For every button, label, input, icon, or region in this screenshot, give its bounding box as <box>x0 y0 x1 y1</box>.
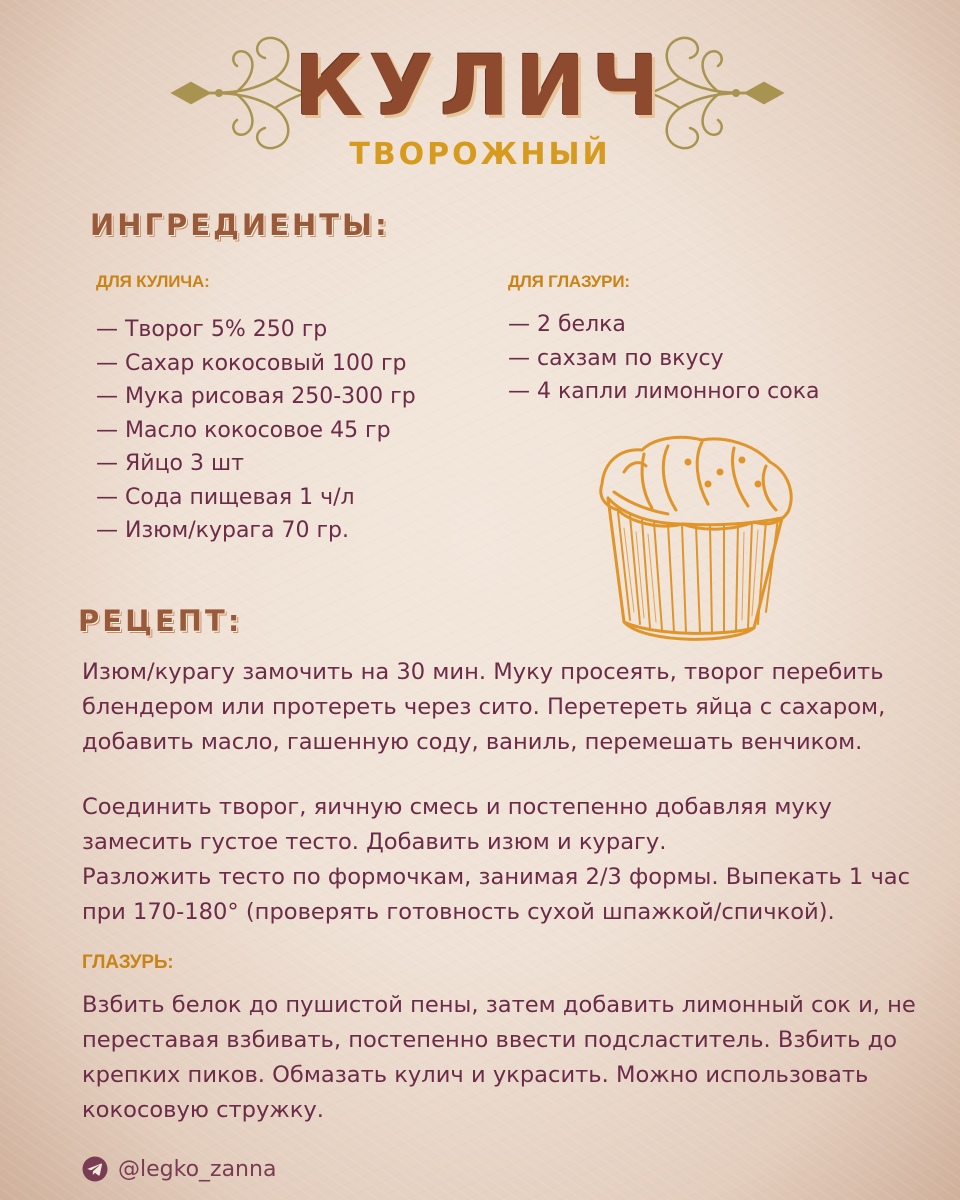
kulich-cake-icon <box>584 432 799 647</box>
page-subtitle: ТВОРОЖНЫЙ <box>349 137 611 172</box>
list-item: — сахзам по вкусу <box>508 345 724 371</box>
page-title: КУЛИЧ <box>294 37 666 135</box>
list-item: — Сода пищевая 1 ч/л <box>96 484 355 510</box>
list-item: — Творог 5% 250 гр <box>96 317 328 342</box>
recipe-paragraph <box>82 790 942 930</box>
glaze-ingredients-list <box>508 308 819 409</box>
kulich-ingredients-list <box>96 313 416 548</box>
glaze-paragraph: Взбить белок до пушистой пены, затем добавить лимонный сок и, не переставая взбивать, постепенно ввести подсластитель. Взбить до крепких пиков. Обмазать кулич и украсить. Можно использовать кокосовую стружку. <box>82 992 916 1123</box>
list-item: — 2 белка <box>508 312 626 337</box>
recipe-heading: РЕЦЕПТ: <box>78 604 243 638</box>
list-item: — Яйцо 3 шт <box>96 451 244 476</box>
list-item: — Сахар кокосовый 100 гр <box>96 350 407 376</box>
telegram-icon <box>82 1156 108 1182</box>
author-handle[interactable]: @legko_zanna <box>118 1156 277 1182</box>
list-item: — Масло кокосовое 45 гр <box>96 417 391 443</box>
list-item: — Изюм/курага 70 гр. <box>96 518 349 543</box>
footer <box>82 1156 276 1182</box>
list-item: — 4 капли лимонного сока <box>508 379 820 404</box>
ingredients-heading: ИНГРЕДИЕНТЫ: <box>90 208 390 242</box>
kulich-ingredients-heading: ДЛЯ КУЛИЧА: <box>96 272 210 291</box>
glaze-heading: ГЛАЗУРЬ: <box>82 952 174 973</box>
glaze-ingredients-heading: ДЛЯ ГЛАЗУРИ: <box>508 272 630 291</box>
recipe-paragraph: Изюм/курагу замочить на 30 мин. Муку просеять, творог перебить блендером или протереть через сито. Перетереть яйца с сахаром, добавить масло, гашенную соду, ваниль, перемешать венчиком. <box>82 659 886 755</box>
list-item: — Мука рисовая 250-300 гр <box>96 384 416 409</box>
recipe-paragraph-line: Разложить тесто по формочкам, занимая 2/3 формы. Выпекать 1 час при 170-180° (проверять готовность сухой шпажкой/спичкой). <box>82 864 911 925</box>
recipe-paragraph-line: Соединить творог, яичную смесь и постепенно добавляя муку замесить густое тесто. Добавить изюм и курагу. <box>82 794 832 855</box>
